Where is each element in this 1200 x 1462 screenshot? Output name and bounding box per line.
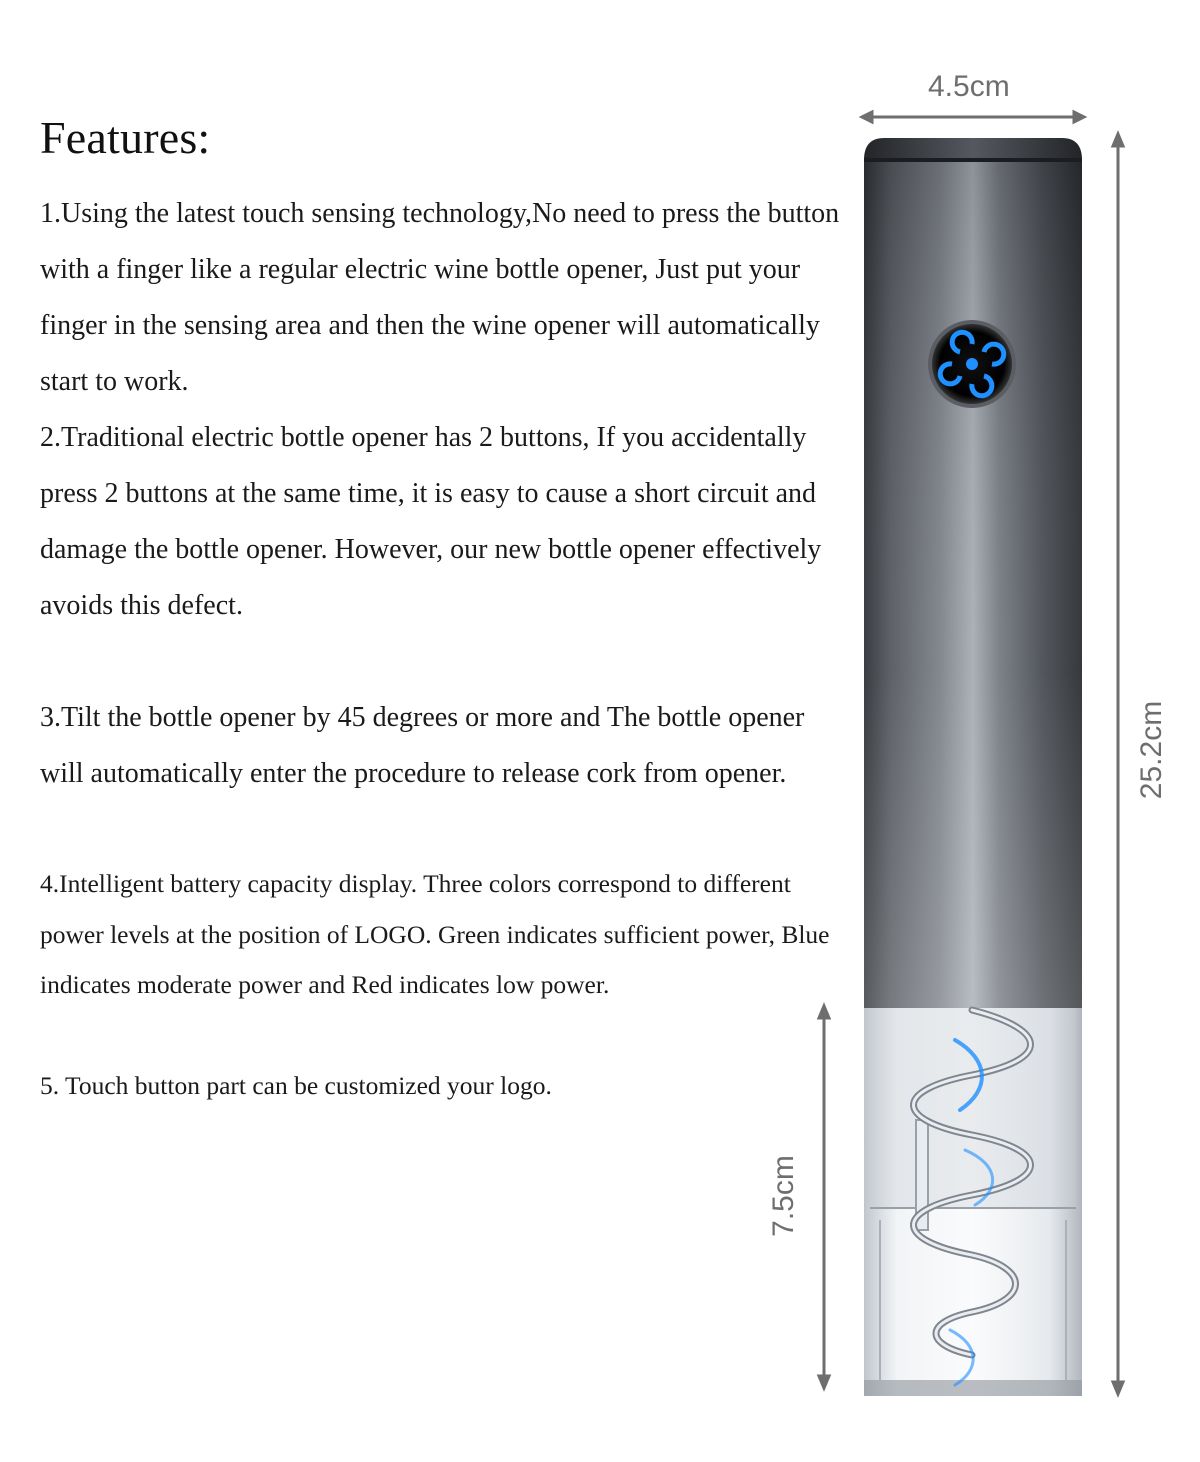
transparent-sleeve <box>864 1008 1082 1396</box>
width-label: 4.5cm <box>928 70 1010 103</box>
touch-logo-button <box>928 320 1016 408</box>
screw-dimension-line <box>819 1006 829 1388</box>
feature-1: 1.Using the latest touch sensing technology,No need to press the button with a finger like a regular electric wine bottle opener, Just put your finger in the sensing area and then the wine opener will automatically start to work. <box>40 198 840 397</box>
page-title: Features: <box>40 112 211 163</box>
height-label: 25.2cm <box>1135 700 1168 800</box>
feature-4: 4.Intelligent battery capacity display. Three colors correspond to different power levels at the position of LOGO. Green indicates sufficient power, Blue indicates moderate power and Red indicates low power. <box>40 869 830 999</box>
feature-3: 3.Tilt the bottle opener by 45 degrees or more and The bottle opener will automatically enter the procedure to release cork from opener. <box>40 702 805 789</box>
feature-5: 5. Touch button part can be customized your logo. <box>40 1071 552 1100</box>
width-dimension-line <box>862 112 1084 122</box>
feature-2: 2.Traditional electric bottle opener has 2 buttons, If you accidentally press 2 buttons at the same time, it is easy to cause a short circuit and damage the bottle opener. However, our new bottle opener effectively avoids this defect. <box>40 422 822 621</box>
opener-cap <box>864 138 1082 160</box>
screw-length-label: 7.5cm <box>767 1155 800 1237</box>
height-dimension-line <box>1113 134 1123 1394</box>
